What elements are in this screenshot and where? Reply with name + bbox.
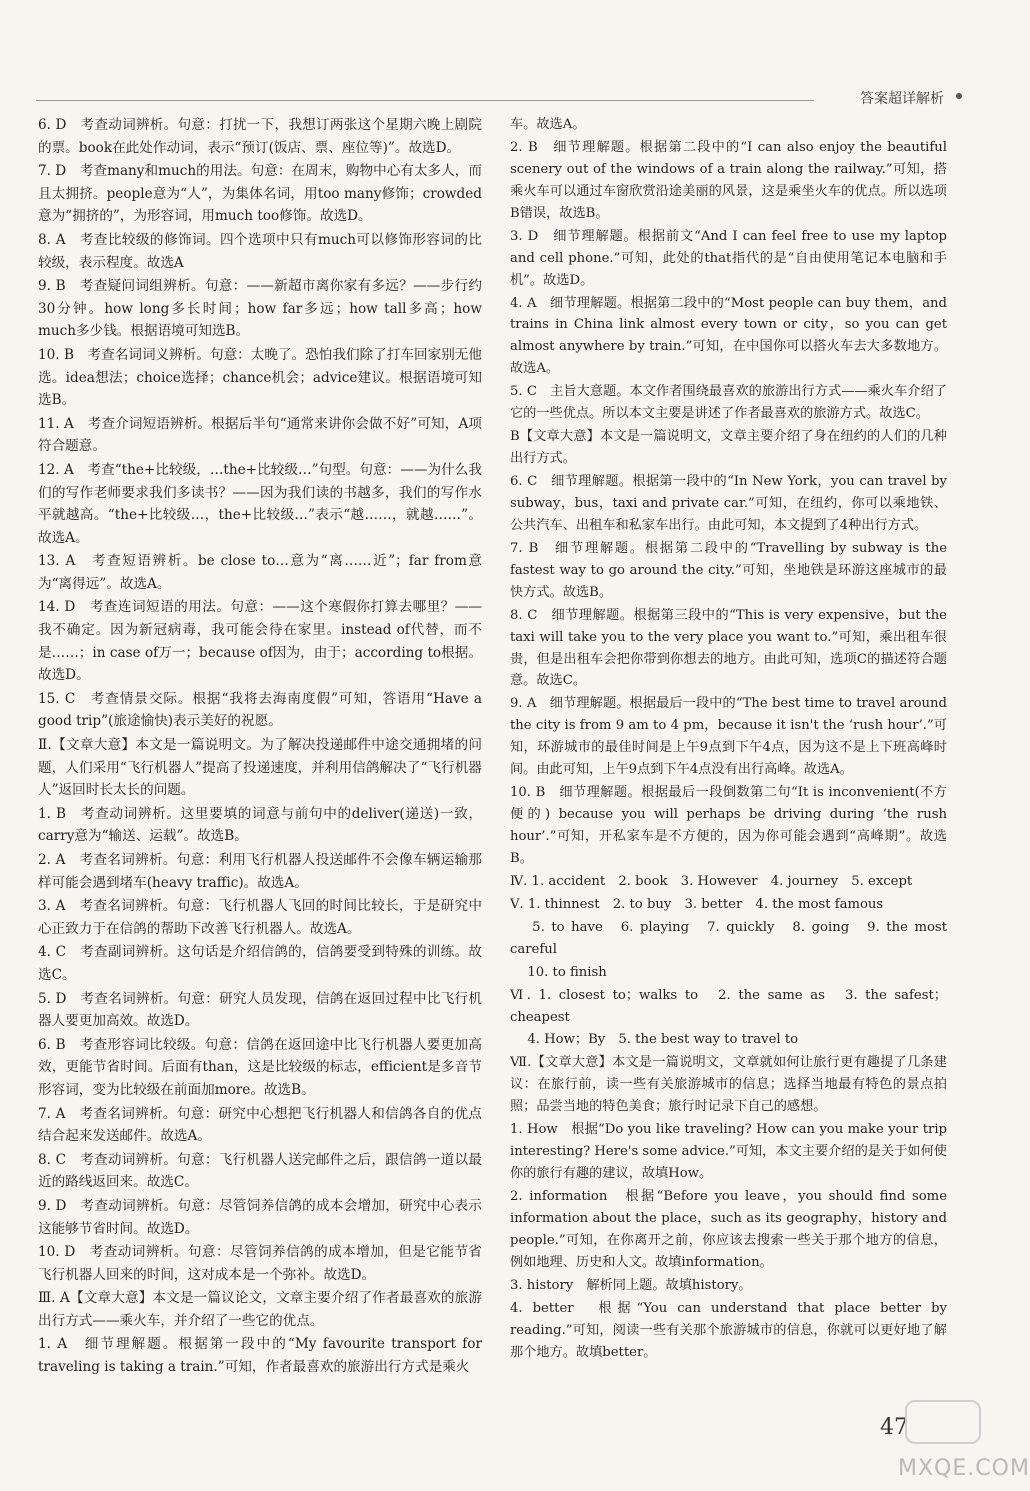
answer-item: 12. A 考查“the+比较级，…the+比较级…”句型。句意：——为什么我们的写作老师要求我们多读书？——因为我们读的书越多，我们的写作水平就越高。“the+比较级…，the+比较级…”表示“越……，就越……”。故选A。 [38,461,482,546]
answer-item: 11. A 考查介词短语辨析。根据后半句“通常来讲你会做不好”可知，A项符合题意。 [38,415,482,455]
answer-item: 10. B 细节理解题。根据最后一段倒数第二句“It is inconvenient(不方便的) because you will perhaps be driving during ‘the rush hour’.”可知，开私家车是不方便的，因为你可能会遇到“高峰期”。故选B。 [510,785,947,866]
answer-item: Ⅴ. 1. thinnest 2. to buy 3. better 4. the most famous [510,896,884,912]
answer-item: 7. B 细节理解题。根据第二段中的“Travelling by subway is the fastest way to go around the city.”可知，坐地铁是环游这座城市的最快方式。故选B。 [510,540,947,600]
answer-item: 4. C 考查副词辨析。这句话是介绍信鸽的，信鸽要受到特殊的训练。故选C。 [38,944,482,983]
answer-item: Ⅱ.【文章大意】本文是一篇说明文。为了解决投递邮件中途交通拥堵的问题，人们采用“飞行机器人”提高了投递速度，并利用信鸽解决了“飞行机器人”返回时长太长的问题。 [38,737,482,799]
answer-item: 4. better 根据“You can understand that place better by reading.”可知，阅读一些有关那个旅游城市的信息，你就可以更好地了解那个地方。故填better。 [510,1300,947,1360]
answer-item: 9. D 考查动词辨析。句意：尽管饲养信鸽的成本会增加，研究中心表示这能够节省时间。故选D。 [38,1197,482,1237]
answer-item: 10. B 考查名词词义辨析。句意：太晚了。恐怕我们除了打车回家别无他选。idea想法；choice选择；chance机会；advice建议。根据语境可知选B。 [38,346,482,409]
answer-item: 5. to have 6. playing 7. quickly 8. going 9. the most careful [510,919,947,957]
answer-item: 4. How；By 5. the best way to travel to [510,1032,799,1048]
answer-item: 1. B 考查动词辨析。这里要填的词意与前句中的deliver(递送)一致，carry意为“输送、运载”。故选B。 [38,805,482,845]
left-column [38,114,482,1380]
answer-item: 1. A 细节理解题。根据第一段中的“My favourite transport for traveling is taking a train.”可知，作者最喜欢的旅游出行方式是乘火 [38,1336,482,1376]
answer-item: 8. C 考查动词辨析。句意：飞行机器人送完邮件之后，跟信鸽一道以最近的路线返回来。故选C。 [38,1151,482,1191]
answer-item: 7. A 考查名词辨析。句意：研究中心想把飞行机器人和信鸽各自的优点结合起来发送邮件。故选A。 [38,1105,482,1145]
answer-item: 3. history 解析同上题。故填history。 [510,1277,752,1293]
answer-item: 10. D 考查动词辨析。句意：尽管饲养信鸽的成本增加，但是它能节省飞行机器人回来的时间，这对成本是一个弥补。故选D。 [38,1244,482,1283]
answer-item: 9. A 细节理解题。根据最后一段中的“The best time to travel around the city is from 9 am to 4 pm，because it isn't the ‘rush hour’.”可知，环游城市的最佳时间是上午9点到下午4点，因为这不是上下班高峰时间。由此可知，上午9点到下午4点没有出行高峰。故选A。 [510,696,947,778]
answer-item: Ⅵ. 1. closest to；walks to 2. the same as 3. the safest；cheapest [510,987,947,1025]
answer-item: 14. D 考查连词短语的用法。句意：——这个寒假你打算去哪里？——我不确定。因为新冠病毒，我可能会待在家里。instead of代替，而不是……；in case of万一；because of因为，由于；according to根据。故选D。 [38,599,482,684]
page-header [36,86,964,108]
watermark-text: MXQE.COM [898,1456,1030,1481]
answer-item: Ⅳ. 1. accident 2. book 3. However 4. journey 5. except [510,873,913,889]
answer-item: 9. B 考查疑问词组辨析。句意：——新超市离你家有多远？——步行约30分钟。how long多长时间；how far多远；how tall多高；how much多少钱。根据语境可知选B。 [38,278,482,340]
answer-item: 2. B 细节理解题。根据第二段中的“I can also enjoy the beautiful scenery out of the windows of a train along the railway.”可知，搭乘火车可以通过车窗欣赏沿途美丽的风景，这是乘坐火车的优点。所以选项B错误，故选B。 [510,139,947,221]
answer-item: 5. D 考查名词辨析。句意：研究人员发现，信鸽在返回过程中比飞行机器人要更加高效。故选D。 [38,990,482,1030]
answer-item: 6. B 考查形容词比较级。句意：信鸽在返回途中比飞行机器人要更加高效，更能节省时间。后面有than，这是比较级的标志，efficient是多音节形容词，变为比较级在前面加more。故选B。 [38,1036,482,1098]
answer-item: B【文章大意】本文是一篇说明文，文章主要介绍了身在纽约的人们的几种出行方式。 [510,429,947,467]
answer-item: Ⅶ.【文章大意】本文是一篇说明文，文章就如何让旅行更有趣提了几条建议：在旅行前，读一些有关旅游城市的信息；选择当地最有特色的景点拍照；品尝当地的特色美食；旅行时记录下自己的感想。 [510,1055,947,1115]
right-column [510,114,947,1365]
watermark-logo [905,1400,981,1444]
answer-item: 4. A 细节理解题。根据第二段中的“Most people can buy them，and trains in China link almost every town or city，so you can get almost anywhere by train.”可知，在中国你可以搭火车去大多数地方。故选A。 [510,295,947,377]
answer-item: 3. A 考查名词辨析。句意：飞行机器人飞回的时间比较长，于是研究中心正致力于在信鸽的帮助下改善飞行机器人。故选A。 [38,898,482,937]
header-dot-icon [956,93,962,99]
answer-item: 8. C 细节理解题。根据第三段中的“This is very expensive，but the taxi will take you to the very place you want to.”可知，乘出租车很贵，但是出租车会把你带到你想去的地方。由此可知，选项C的描述符合题意。故选C。 [510,607,947,689]
answer-item: 8. A 考查比较级的修饰词。四个选项中只有much可以修饰形容词的比较级，表示程度。故选A [38,231,482,271]
header-rule [36,100,814,101]
answer-item: 3. D 细节理解题。根据前文“And I can feel free to use my laptop and cell phone.”可知，此处的that指代的是“自由使用笔记本电脑和手机”。故选D。 [510,228,947,288]
answer-item: 6. D 考查动词辨析。句意：打扰一下，我想订两张这个星期六晚上剧院的票。book在此处作动词，表示“预订(饭店、票、座位等)”。故选D。 [38,117,482,156]
answer-item: 1. How 根据“Do you like traveling? How can you make your trip interesting? Here's some advice.”可知，本文主要介绍的是关于如何使你的旅行有趣的建议，故填How。 [510,1122,947,1182]
answer-item: 10. to finish [510,964,607,980]
header-title: 答案超详解析 [860,91,944,107]
page-number: 47 [880,1415,908,1440]
answer-item: 6. C 细节理解题。根据第一段中的“In New York，you can travel by subway，bus，taxi and private car.”可知，在纽约，你可以乘地铁、公共汽车、出租车和私家车出行。由此可知，本文提到了4种出行方式。 [510,474,947,533]
answer-item: 5. C 主旨大意题。本文作者围绕最喜欢的旅游出行方式——乘火车介绍了它的一些优点。所以本文主要是讲述了作者最喜欢的旅游方式。故选C。 [510,384,947,422]
answer-item: Ⅲ. A【文章大意】本文是一篇议论文，文章主要介绍了作者最喜欢的旅游出行方式——乘火车，并介绍了一些它的优点。 [38,1290,482,1329]
answer-item: 15. C 考查情景交际。根据“我将去海南度假”可知，答语用“Have a good trip”(旅途愉快)表示美好的祝愿。 [38,690,482,730]
answer-item: 7. D 考查many和much的用法。句意：在周末，购物中心有太多人，而且太拥挤。people意为“人”，为集体名词，用too many修饰；crowded意为“拥挤的”，为形容词，用much too修饰。故选D。 [38,163,482,225]
answer-item: 2. information 根据“Before you leave，you should find some information about the place，such as its geography，history and people.”可知，在你离开之前，你应该去搜索一些关于那个地方的信息，例如地理、历史和人文。故填information。 [510,1189,947,1270]
answer-item: 车。故选A。 [510,117,586,132]
answer-item: 2. A 考查名词辨析。句意：利用飞行机器人投送邮件不会像车辆运输那样可能会遇到堵车(heavy traffic)。故选A。 [38,852,482,891]
answer-item: 13. A 考查短语辨析。be close to…意为“离……近”；far from意为“离得远”。故选A。 [38,553,482,592]
